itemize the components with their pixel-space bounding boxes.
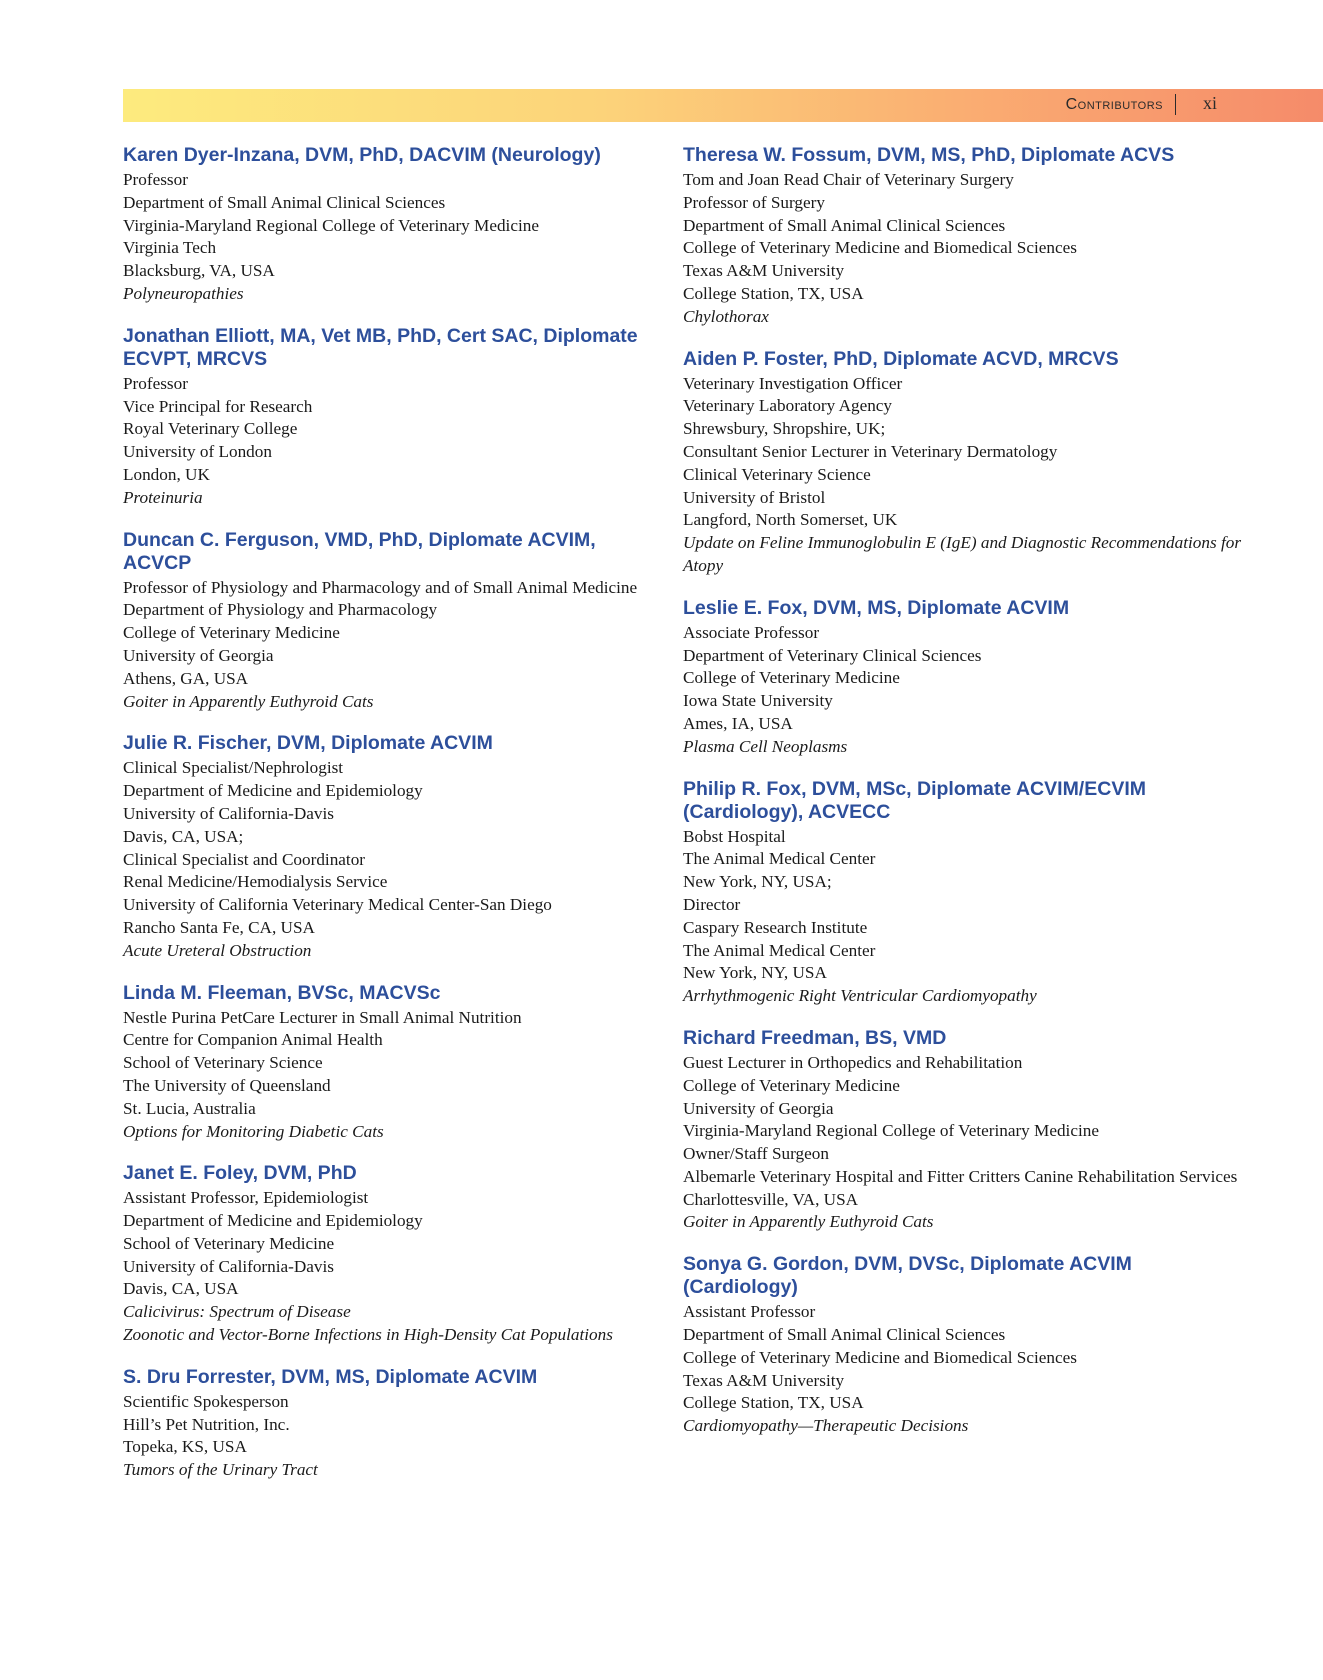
affiliation-line: The University of Queensland — [123, 1075, 331, 1095]
contributor-name: Richard Freedman, BS, VMD — [683, 1026, 947, 1049]
affiliation-line: Owner/Staff Surgeon — [683, 1144, 829, 1164]
affiliation-line: Tom and Joan Read Chair of Veterinary Surgery — [683, 170, 1014, 189]
contributor-entry — [123, 529, 663, 714]
contributor-name: Aiden P. Foster, PhD, Diplomate ACVD, MRCVS — [683, 347, 1119, 370]
chapter-topic: Options for Monitoring Diabetic Cats — [123, 1121, 384, 1141]
affiliation-line: Virginia-Maryland Regional College of Veterinary Medicine — [123, 215, 539, 235]
contributor-name: Julie R. Fischer, DVM, Diplomate ACVIM — [123, 732, 493, 755]
affiliation-line: Centre for Companion Animal Health — [123, 1030, 383, 1050]
affiliation-line: Hill’s Pet Nutrition, Inc. — [123, 1414, 290, 1434]
affiliation-line: London, UK — [123, 464, 210, 484]
affiliation-line: College Station, TX, USA — [683, 283, 864, 303]
affiliation-line: Rancho Santa Fe, CA, USA — [123, 917, 315, 937]
affiliation-line: Ames, IA, USA — [683, 713, 793, 733]
affiliation-line: University of London — [123, 442, 272, 462]
affiliation-line: The Animal Medical Center — [683, 940, 876, 960]
affiliation-line: Virginia Tech — [123, 238, 217, 258]
chapter-topic: Proteinuria — [123, 487, 203, 507]
contributor-entry — [123, 1162, 663, 1347]
affiliation-line: Iowa State University — [683, 691, 833, 711]
chapter-topic: Acute Ureteral Obstruction — [123, 940, 312, 960]
affiliation-line: Athens, GA, USA — [123, 668, 249, 688]
contributor-entry — [683, 778, 1243, 1008]
affiliation-line: College Station, TX, USA — [683, 1393, 864, 1413]
contributor-entry — [683, 597, 1243, 759]
page-number: xi — [1202, 93, 1217, 113]
contributor-name: Janet E. Foley, DVM, PhD — [123, 1162, 357, 1185]
affiliation-line: Veterinary Investigation Officer — [683, 373, 903, 393]
chapter-topic: Goiter in Apparently Euthyroid Cats — [683, 1212, 934, 1232]
contributor-entry — [683, 144, 1243, 329]
affiliation-line: Department of Small Animal Clinical Sciences — [683, 215, 1006, 235]
chapter-topic: Polyneuropathies — [123, 283, 244, 303]
affiliation-line: Blacksburg, VA, USA — [123, 261, 275, 281]
chapter-topic: Cardiomyopathy—Therapeutic Decisions — [683, 1416, 969, 1436]
chapter-topic: Chylothorax — [683, 306, 769, 326]
affiliation-line: Langford, North Somerset, UK — [683, 510, 898, 530]
affiliation-line: St. Lucia, Australia — [123, 1098, 256, 1118]
affiliation-line: Nestle Purina PetCare Lecturer in Small Animal Nutrition — [123, 1007, 522, 1027]
affiliation-line: Royal Veterinary College — [123, 419, 298, 439]
affiliation-line: The Animal Medical Center — [683, 849, 876, 869]
contributor-name: Sonya G. Gordon, DVM, DVSc, Diplomate ACVIM (Cardiology) — [683, 1253, 1132, 1299]
contributor-entry — [683, 348, 1243, 578]
affiliation-line: Department of Physiology and Pharmacology — [123, 600, 438, 620]
affiliation-line: Professor of Physiology and Pharmacology and of Small Animal Medicine — [123, 577, 638, 597]
affiliation-line: Department of Veterinary Clinical Sciences — [683, 645, 982, 665]
affiliation-line: Virginia-Maryland Regional College of Veterinary Medicine — [683, 1121, 1099, 1141]
affiliation-line: New York, NY, USA — [683, 963, 827, 983]
affiliation-line: Associate Professor — [683, 622, 820, 642]
chapter-topic: Update on Feline Immunoglobulin E (IgE) and Diagnostic Recommendations for Atopy — [683, 533, 1242, 575]
affiliation-line: Assistant Professor, Epidemiologist — [123, 1188, 369, 1208]
running-header-section: Contributors — [1065, 96, 1163, 113]
affiliation-line: Department of Small Animal Clinical Sciences — [123, 192, 446, 212]
affiliation-line: Clinical Specialist/Nephrologist — [123, 758, 344, 778]
affiliation-line: Renal Medicine/Hemodialysis Service — [123, 872, 388, 892]
contributor-entry — [123, 325, 663, 510]
affiliation-line: Davis, CA, USA — [123, 1279, 239, 1299]
contributor-name: Leslie E. Fox, DVM, MS, Diplomate ACVIM — [683, 596, 1070, 619]
affiliation-line: University of Bristol — [683, 487, 826, 507]
affiliation-line: Clinical Specialist and Coordinator — [123, 849, 366, 869]
affiliation-line: College of Veterinary Medicine — [123, 623, 340, 643]
chapter-topic: Goiter in Apparently Euthyroid Cats — [123, 691, 374, 711]
affiliation-line: College of Veterinary Medicine and Biomedical Sciences — [683, 238, 1077, 258]
contributor-entry — [123, 982, 663, 1144]
chapter-topic: Tumors of the Urinary Tract — [123, 1460, 318, 1480]
contributor-entry — [683, 1027, 1243, 1234]
affiliation-line: Albemarle Veterinary Hospital and Fitter Critters Canine Rehabilitation Services — [683, 1166, 1238, 1186]
contributor-name: Linda M. Fleeman, BVSc, MACVSc — [123, 981, 441, 1004]
chapter-topic: Zoonotic and Vector-Borne Infections in High-Density Cat Populations — [123, 1325, 613, 1345]
affiliation-line: Charlottesville, VA, USA — [683, 1189, 859, 1209]
affiliation-line: Department of Small Animal Clinical Sciences — [683, 1325, 1006, 1345]
affiliation-line: Department of Medicine and Epidemiology — [123, 781, 423, 801]
affiliation-line: University of Georgia — [123, 645, 274, 665]
affiliation-line: Shrewsbury, Shropshire, UK; — [683, 419, 886, 439]
affiliation-line: School of Veterinary Science — [123, 1053, 323, 1073]
chapter-topic: Calicivirus: Spectrum of Disease — [123, 1302, 351, 1322]
contributor-entry — [683, 1253, 1243, 1438]
contributor-name: Duncan C. Ferguson, VMD, PhD, Diplomate ACVIM, ACVCP — [123, 528, 596, 574]
affiliation-line: University of Georgia — [683, 1098, 834, 1118]
affiliation-line: Bobst Hospital — [683, 826, 786, 846]
contributor-name: S. Dru Forrester, DVM, MS, Diplomate ACVIM — [123, 1365, 538, 1388]
affiliation-line: Department of Medicine and Epidemiology — [123, 1211, 423, 1231]
affiliation-line: Topeka, KS, USA — [123, 1437, 247, 1457]
affiliation-line: College of Veterinary Medicine — [683, 1075, 900, 1095]
affiliation-line: Davis, CA, USA; — [123, 826, 244, 846]
affiliation-line: College of Veterinary Medicine — [683, 668, 900, 688]
affiliation-line: Caspary Research Institute — [683, 917, 868, 937]
contributor-entry — [123, 732, 663, 962]
affiliation-line: Scientific Spokesperson — [123, 1391, 289, 1411]
affiliation-line: Professor — [123, 170, 188, 189]
contributor-name: Jonathan Elliott, MA, Vet MB, PhD, Cert SAC, Diplomate ECVPT, MRCVS — [123, 324, 638, 370]
affiliation-line: Vice Principal for Research — [123, 396, 313, 416]
chapter-topic: Arrhythmogenic Right Ventricular Cardiomyopathy — [683, 986, 1037, 1006]
affiliation-line: New York, NY, USA; — [683, 872, 832, 892]
left-column — [123, 144, 663, 1501]
chapter-topic: Plasma Cell Neoplasms — [683, 736, 848, 756]
contributor-name: Philip R. Fox, DVM, MSc, Diplomate ACVIM/ECVIM (Cardiology), ACVECC — [683, 777, 1146, 823]
affiliation-line: Professor of Surgery — [683, 192, 825, 212]
affiliation-line: School of Veterinary Medicine — [123, 1233, 335, 1253]
affiliation-line: Guest Lecturer in Orthopedics and Rehabilitation — [683, 1052, 1023, 1072]
affiliation-line: Director — [683, 894, 741, 914]
right-column — [683, 144, 1243, 1457]
affiliation-line: University of California-Davis — [123, 1256, 334, 1276]
header-band — [123, 89, 1323, 122]
affiliation-line: University of California Veterinary Medical Center-San Diego — [123, 895, 552, 915]
affiliation-line: Texas A&M University — [683, 1370, 845, 1390]
affiliation-line: College of Veterinary Medicine and Biomedical Sciences — [683, 1347, 1077, 1367]
header-divider — [1175, 94, 1176, 115]
affiliation-line: Consultant Senior Lecturer in Veterinary Dermatology — [683, 441, 1058, 461]
contributor-entry — [123, 144, 663, 306]
contributor-name: Theresa W. Fossum, DVM, MS, PhD, Diplomate ACVS — [683, 144, 1175, 166]
affiliation-line: Clinical Veterinary Science — [683, 464, 871, 484]
affiliation-line: Professor — [123, 373, 188, 393]
affiliation-line: Assistant Professor — [683, 1302, 816, 1322]
affiliation-line: Texas A&M University — [683, 261, 845, 281]
contributor-entry — [123, 1366, 663, 1482]
affiliation-line: University of California-Davis — [123, 803, 334, 823]
affiliation-line: Veterinary Laboratory Agency — [683, 396, 893, 416]
contributor-name: Karen Dyer-Inzana, DVM, PhD, DACVIM (Neurology) — [123, 144, 601, 166]
